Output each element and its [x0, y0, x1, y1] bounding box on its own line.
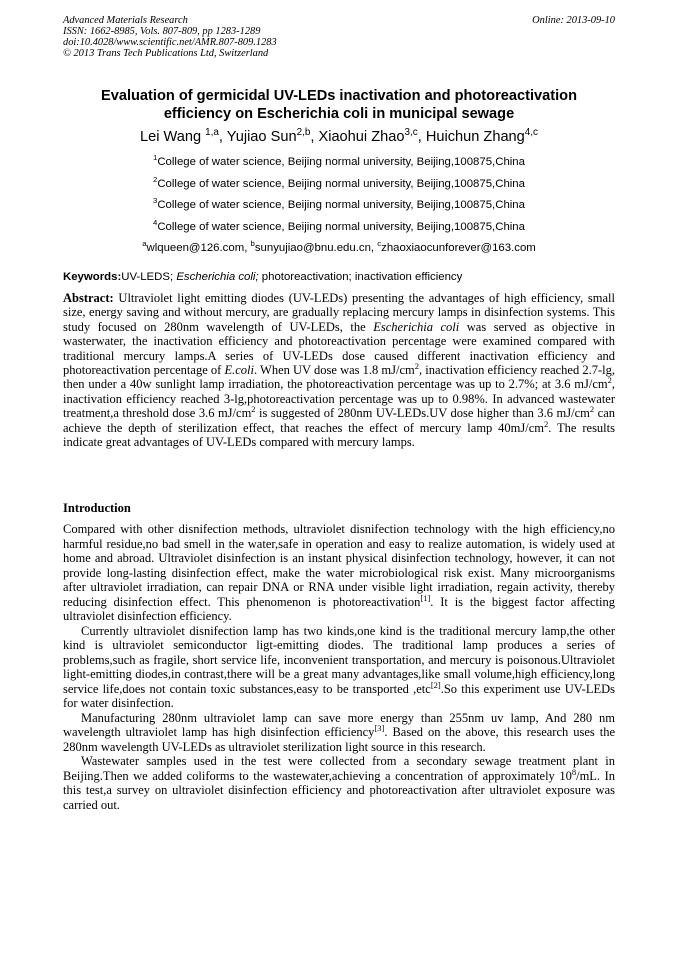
abstract-text: , inactivation efficiency reached 2.7-lg, then under a 40w sunlight lamp irradiation, the photoreactivation percentage was up to 2.7%; at 3.6 mJ/cm	[63, 363, 615, 392]
affiliation-num: 1	[153, 153, 158, 163]
abstract-label: Abstract:	[63, 291, 114, 305]
affiliation-text: College of water science, Beijing normal university, Beijing,100875,China	[157, 178, 525, 190]
abstract-sup: 2	[589, 404, 595, 415]
author-separator: ,	[417, 129, 426, 145]
affiliation-text: College of water science, Beijing normal university, Beijing,100875,China	[157, 199, 525, 211]
paragraph-text: . It is the biggest factor affecting ultraviolet disinfection efficiency.	[63, 594, 616, 623]
keyword: UV-LEDS;	[121, 271, 177, 283]
author-sup: 4,c	[524, 127, 539, 139]
intro-paragraph-1	[63, 522, 615, 624]
abstract-italic: E.coli	[224, 363, 254, 378]
email-sup: a	[142, 239, 147, 249]
copyright-line: © 2013 Trans Tech Publications Ltd, Switzerland	[63, 48, 269, 59]
doi-line[interactable]: doi:10.4028/www.scientific.net/AMR.807-809.1283	[63, 37, 277, 48]
abstract-sup: 2	[414, 360, 420, 371]
keyword: photoreactivation; inactivation efficiency	[258, 271, 463, 283]
issn-line: ISSN: 1662-8985, Vols. 807-809, pp 1283-1289	[63, 26, 261, 37]
abstract-text: was served as objective in wasterwater, the inactivation efficiency and photoreactivation percentage were examined compared with traditional mercury lamps.A series of UV-LEDs dose caused different inactivation efficiency and photoreactivation percentage of	[63, 319, 615, 378]
keyword-italic: Escherichia coli;	[176, 271, 259, 283]
online-date: Online: 2013-09-10	[532, 15, 615, 26]
journal-name: Advanced Materials Research	[63, 15, 188, 26]
keywords	[63, 270, 615, 284]
affiliation-2	[63, 177, 615, 191]
affiliation-1	[63, 155, 615, 169]
citation-ref[interactable]: [3]	[374, 722, 385, 733]
paragraph-text: .So this experiment use UV-LEDs for water disinfection.	[63, 681, 616, 710]
affiliation-num: 2	[153, 175, 158, 185]
email-link[interactable]: zhaoxiaocunforever@163.com	[381, 242, 536, 254]
abstract	[63, 291, 615, 449]
email-sup: b	[250, 239, 255, 249]
abstract-text: Ultraviolet light emitting diodes (UV-LEDs) presenting the advantages of high efficiency, small size, energy saving and without mercury, are gradually replacing mercury lamps in disinfection systems. This study focused on 280nm wavelength of UV-LEDs, the	[63, 291, 615, 334]
affiliation-num: 3	[153, 196, 158, 206]
intro-paragraph-3	[63, 711, 615, 755]
paragraph-text: Currently ultraviolet disnifection lamp has two kinds,one kind is the traditional mercury lamp,the other kind is ultraviolet semiconductor ligt-emitting diodes. The traditional lamp produces a series of problems,such as fragile, short service life, inconvenient transportation, and mercury is poisonous.Ultraviolet light-emitting diodes,in contrast,there will be a great many advantages,like small volume,high efficiency,long service life,does not contain toxic substances,easy to be transported ,etc	[63, 623, 615, 696]
affiliation-num: 4	[153, 218, 158, 228]
paragraph-text: Manufacturing 280nm ultraviolet lamp can save more energy than 255nm uv lamp, And 280 nm wavelength ultraviolet lamp has high disinfection efficiency	[63, 710, 615, 739]
author-sup: 3,c	[404, 127, 418, 139]
author-separator: ,	[310, 129, 319, 145]
affiliation-text: College of water science, Beijing normal university, Beijing,100875,China	[157, 156, 525, 168]
abstract-text: . When UV dose was 1.8 mJ/cm	[253, 363, 415, 378]
abstract-sup: 2	[251, 404, 256, 415]
paragraph-text: Wastewater samples used in the test were collected from a secondary sewage treatment plant in Beijing.Then we added coliforms to the wastewater,achieving a concentration of approximately 10	[63, 754, 615, 783]
author-list	[63, 128, 615, 146]
email-line	[63, 241, 615, 255]
abstract-italic: Escherichia coli	[373, 319, 460, 334]
paper-title	[63, 87, 615, 123]
affiliation-text: College of water science, Beijing normal university, Beijing,100875,China	[157, 221, 525, 233]
author-sup: 2,b	[296, 127, 311, 139]
affiliation-3	[63, 198, 615, 212]
email-link[interactable]: wlqueen@126.com	[146, 242, 245, 254]
citation-ref[interactable]: [1]	[420, 592, 431, 603]
keywords-label: Keywords:	[63, 271, 122, 283]
author-name: Yujiao Sun	[226, 129, 297, 145]
citation-ref[interactable]: [2]	[430, 679, 441, 690]
title-line-2: efficiency on Escherichia coli in municipal sewage	[163, 106, 515, 122]
abstract-sup: 2	[544, 418, 549, 429]
affiliation-4	[63, 220, 615, 234]
intro-paragraph-2	[63, 624, 615, 711]
paragraph-text: /mL. In this test,a survey on ultraviolet disinfection efficiency and photoreactivation after ultraviolet exposure was carried out.	[63, 768, 615, 812]
paragraph-text: . Based on the above, this research uses the 280nm wavelength UV-LEDs as ultraviolet sterilization light source in this research.	[63, 725, 616, 754]
author-name: Lei Wang	[139, 129, 206, 145]
author-name: Xiaohui Zhao	[318, 129, 405, 145]
email-link[interactable]: sunyujiao@bnu.edu.cn	[254, 242, 371, 254]
abstract-text: can achieve the depth of sterilization effect, that reaches the effect of mercury lamp 40mJ/cm	[63, 406, 615, 435]
author-separator: ,	[218, 129, 227, 145]
title-line-1: Evaluation of germicidal UV-LEDs inactivation and photoreactivation	[101, 88, 577, 104]
email-separator: ,	[370, 242, 378, 254]
abstract-text: is suggested of 280nm UV-LEDs.UV dose higher than 3.6 mJ/cm	[255, 406, 590, 421]
journal-header	[63, 15, 277, 59]
introduction-heading: Introduction	[63, 501, 131, 515]
author-sup: 1,a	[205, 127, 219, 139]
exponent-sup: 8	[571, 766, 577, 777]
paragraph-text: Compared with other disnifection methods, ultraviolet disnifection technology with the high efficiency,no harmful residue,no bad smell in the water,safe in operation and easy to realize automation, is widely used at home and abroad. Ultraviolet disinfection is an instant physical disinfection technology, however, it can not provide long-lasting disinfection effect, make the water microbiological risk exist. Many microorganisms after ultraviolet irradiation, can repair DNA or RNA under visible light irradiation, regain activity, thereby reducing disinfection effect. This phenomenon is photoreactivation	[63, 522, 615, 609]
abstract-text: . The results indicate great advantages of UV-LEDs compared with mercury lamps.	[63, 420, 615, 450]
abstract-text: , inactivation efficiency reached 3-lg,photoreactivation percentage was up to 0.98%. In advanced wastewater treatment,a threshold dose 3.6 mJ/cm	[63, 377, 615, 421]
intro-paragraph-4	[63, 754, 615, 812]
abstract-sup: 2	[607, 375, 612, 386]
author-name: Huichun Zhang	[425, 129, 525, 145]
email-sup: c	[377, 239, 382, 249]
email-separator: ,	[244, 242, 251, 254]
introduction-body	[63, 522, 615, 812]
